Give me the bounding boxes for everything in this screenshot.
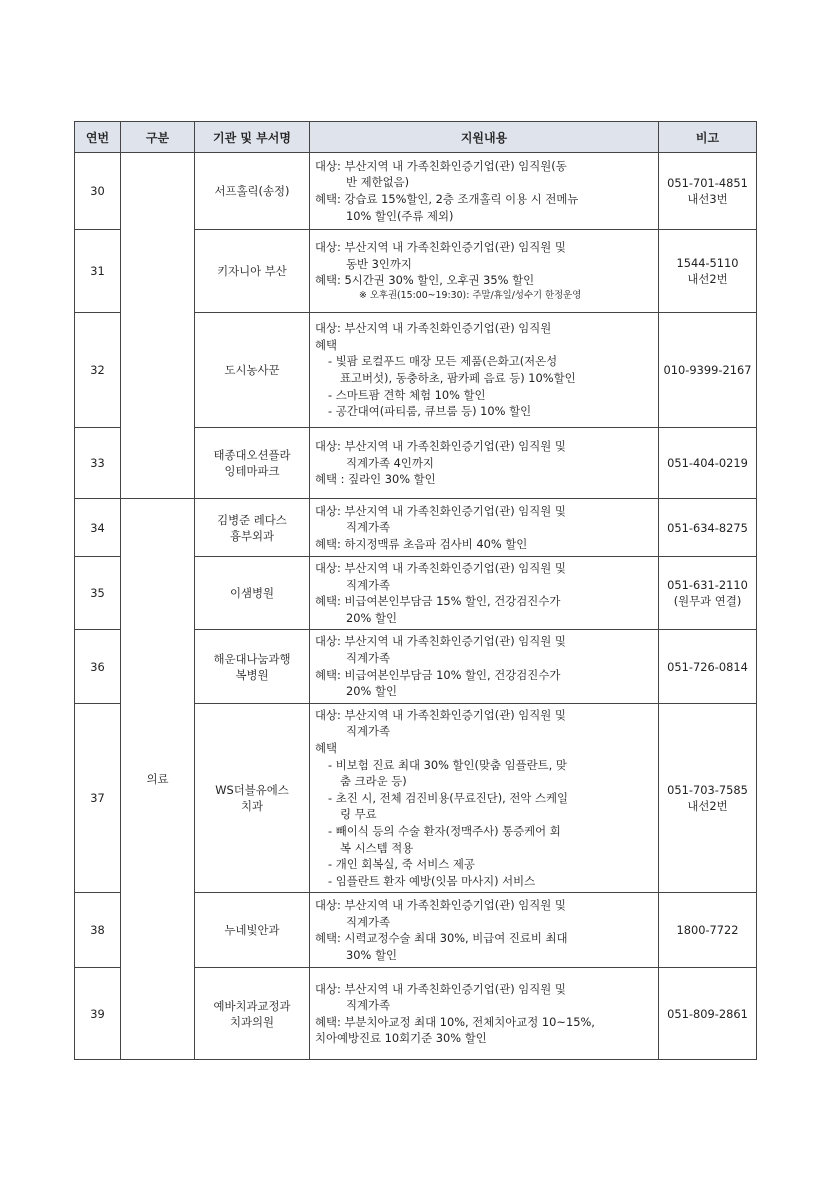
content-cell	[310, 428, 659, 499]
category-cell	[121, 153, 195, 499]
extension: 내선2번	[687, 799, 728, 814]
org-cell	[195, 313, 310, 428]
row-number: 36	[75, 630, 121, 703]
org-name: 잉테마파크	[224, 464, 280, 478]
org-cell	[195, 557, 310, 630]
content-line: 직계가족	[346, 998, 391, 1013]
content-line: 직계가족	[346, 724, 391, 739]
note-cell	[659, 893, 757, 968]
content-line: 혜택: 비급여본인부담금 10% 할인, 건강검진수가	[315, 667, 561, 682]
org-cell	[195, 968, 310, 1060]
content-line: 표고버섯), 동충하초, 팜카페 음료 등) 10%할인	[340, 371, 576, 385]
content-line: 혜택: 5시간권 30% 할인, 오후권 35% 할인	[315, 273, 535, 288]
org-cell	[195, 893, 310, 968]
content-line: 반 제한없음)	[346, 175, 410, 190]
note-cell	[659, 153, 757, 230]
row-number: 35	[75, 557, 121, 630]
note-cell	[659, 230, 757, 313]
phone-number: 051-701-4851	[667, 176, 748, 190]
org-name: 복병원	[235, 667, 269, 682]
note-cell	[659, 499, 757, 557]
row-number: 39	[75, 968, 121, 1060]
content-footnote: ※ 오후권(15:00~19:30): 주말/휴일/성수기 한정운영	[359, 289, 582, 301]
header-content: 지원내용	[310, 122, 659, 153]
org-cell	[195, 499, 310, 557]
note-cell	[659, 630, 757, 703]
phone-number: 051-634-8275	[667, 520, 748, 535]
content-line: 직계가족	[346, 650, 391, 665]
content-line: 혜택 : 짚라인 30% 할인	[315, 472, 436, 487]
content-line: 대상: 부산지역 내 가족친화인증기업(관) 임직원 및	[315, 240, 566, 255]
table-row	[75, 499, 757, 557]
content-line: 대상: 부산지역 내 가족친화인증기업(관) 임직원(동	[315, 158, 567, 173]
row-number: 33	[75, 428, 121, 499]
content-cell	[310, 557, 659, 630]
content-line: 대상: 부산지역 내 가족친화인증기업(관) 임직원 및	[315, 561, 566, 575]
content-line: 대상: 부산지역 내 가족친화인증기업(관) 임직원 및	[315, 707, 566, 722]
content-cell	[310, 153, 659, 230]
note-cell	[659, 313, 757, 428]
row-number: 30	[75, 153, 121, 230]
content-line: - 비보험 진료 최대 30% 할인(맞춤 임플란트, 맞	[328, 757, 567, 772]
content-line: - 공간대여(파티룸, 큐브룸 등) 10% 할인	[328, 404, 532, 419]
content-line: - 빛팜 로컬푸드 매장 모든 제품(은화고(저온성	[328, 354, 558, 369]
note-cell	[659, 557, 757, 630]
content-line: 링 무료	[340, 807, 377, 822]
content-line: 치아예방진료 10회기준 30% 할인	[315, 1031, 487, 1046]
content-cell	[310, 230, 659, 313]
content-line: 춤 크라운 등)	[340, 774, 407, 789]
content-line: 대상: 부산지역 내 가족친화인증기업(관) 임직원 및	[315, 898, 566, 913]
org-name: 도시농사꾼	[224, 363, 280, 377]
content-line: 10% 할인(주류 제외)	[346, 208, 454, 223]
phone-number: 051-726-0814	[667, 659, 748, 674]
content-line: - 스마트팜 견학 체험 10% 할인	[328, 387, 486, 402]
content-line: 대상: 부산지역 내 가족친화인증기업(관) 임직원 및	[315, 503, 566, 518]
extension: 내선2번	[687, 272, 728, 286]
content-line: 혜택	[315, 337, 338, 352]
content-line: 직계가족 4인까지	[346, 455, 434, 470]
row-number: 32	[75, 313, 121, 428]
org-name: 예바치과교정과	[213, 998, 291, 1013]
content-line: 복 시스템 적용	[340, 840, 414, 855]
content-line: 혜택	[315, 740, 338, 755]
content-line: 대상: 부산지역 내 가족친화인증기업(관) 임직원	[315, 321, 552, 336]
org-name: 태종대오션플라	[213, 448, 291, 462]
content-line: 직계가족	[346, 520, 391, 535]
content-line: 30% 할인	[346, 947, 397, 962]
row-number: 37	[75, 703, 121, 893]
note-cell	[659, 703, 757, 893]
content-line: 혜택: 강습료 15%할인, 2층 조개홀릭 이용 시 전메뉴	[315, 192, 579, 206]
content-line: - 빼이식 등의 수술 환자(정맥주사) 통증케어 회	[328, 823, 561, 838]
org-name: 이샘병원	[229, 586, 274, 601]
org-cell	[195, 153, 310, 230]
org-name: 치과	[240, 799, 263, 814]
content-cell	[310, 313, 659, 428]
phone-number: 1544-5110	[676, 256, 739, 270]
content-cell	[310, 499, 659, 557]
org-name: 김병준 레다스	[217, 512, 287, 527]
content-line: 20% 할인	[346, 684, 397, 699]
phone-number: 1800-7722	[676, 923, 739, 938]
header-note: 비고	[659, 122, 757, 153]
content-line: - 개인 회복실, 죽 서비스 제공	[328, 857, 475, 872]
benefits-table	[74, 121, 757, 1060]
content-line: 혜택: 부분치아교정 최대 10%, 전체치아교정 10~15%,	[315, 1014, 595, 1029]
extension: 내선3번	[687, 192, 728, 206]
category-label: 의료	[146, 772, 169, 787]
org-cell	[195, 703, 310, 893]
content-line: 혜택: 비급여본인부담금 15% 할인, 건강검진수가	[315, 594, 561, 609]
row-number: 31	[75, 230, 121, 313]
content-cell	[310, 893, 659, 968]
content-line: 직계가족	[346, 577, 391, 592]
org-name: 해운대나눔과행	[213, 651, 291, 666]
content-line: 대상: 부산지역 내 가족친화인증기업(관) 임직원 및	[315, 981, 566, 996]
content-line: 직계가족	[346, 914, 391, 929]
phone-number: 051-404-0219	[667, 456, 748, 470]
content-line: 대상: 부산지역 내 가족친화인증기업(관) 임직원 및	[315, 634, 566, 649]
content-line: - 임플란트 환자 예방(잇몸 마사지) 서비스	[328, 873, 536, 888]
note-cell	[659, 968, 757, 1060]
org-name: 키자니아 부산	[217, 264, 287, 278]
phone-number: 051-809-2861	[667, 1006, 748, 1021]
header-num: 연번	[75, 122, 121, 153]
content-line: 혜택: 시력교정수술 최대 30%, 비급여 진료비 최대	[315, 931, 568, 946]
org-cell	[195, 630, 310, 703]
header-row	[75, 122, 757, 153]
org-cell	[195, 230, 310, 313]
org-cell	[195, 428, 310, 499]
extension: (원무과 연결)	[673, 594, 742, 609]
table-row	[75, 153, 757, 230]
phone-number: 051-631-2110	[667, 578, 748, 593]
header-category: 구분	[121, 122, 195, 153]
content-line: 혜택: 하지정맥류 초음파 검사비 40% 할인	[315, 536, 528, 551]
phone-number: 010-9399-2167	[663, 363, 752, 377]
header-org: 기관 및 부서명	[195, 122, 310, 153]
category-cell	[121, 499, 195, 1060]
org-name: 흉부외과	[229, 528, 274, 543]
content-line: 대상: 부산지역 내 가족친화인증기업(관) 임직원 및	[315, 439, 566, 454]
content-line: 20% 할인	[346, 610, 397, 625]
note-cell	[659, 428, 757, 499]
row-number: 38	[75, 893, 121, 968]
org-name: 치과의원	[229, 1014, 274, 1029]
phone-number: 051-703-7585	[667, 783, 748, 798]
content-cell	[310, 968, 659, 1060]
content-cell	[310, 703, 659, 893]
org-name: 서프홀릭(송정)	[214, 184, 290, 198]
org-name: 누네빛안과	[224, 923, 280, 938]
content-line: - 초진 시, 전체 검진비용(무료진단), 전악 스케일	[328, 790, 569, 805]
org-name: WS더블유에스	[215, 783, 289, 798]
row-number: 34	[75, 499, 121, 557]
content-cell	[310, 630, 659, 703]
content-line: 동반 3인까지	[346, 256, 412, 271]
